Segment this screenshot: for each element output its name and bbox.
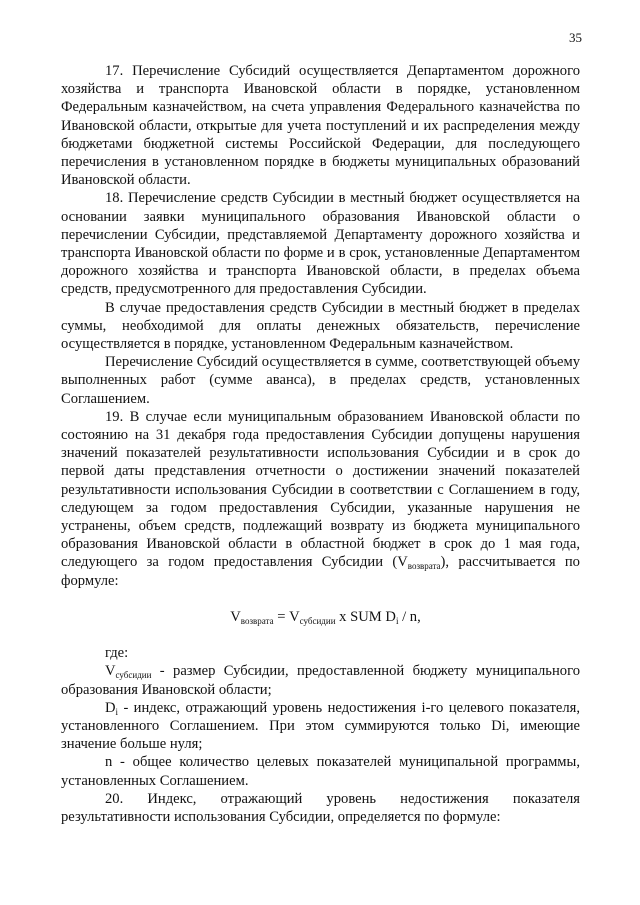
definition-n: n - общее количество целевых показателей муниципальной программы, установленных Соглашением. (61, 754, 580, 789)
formula-sum: x SUM D (335, 608, 396, 625)
def-v-subscript: субсидии (115, 670, 152, 681)
paragraph-17: 17. Перечисление Субсидий осуществляется Департаментом дорожного хозяйства и транспорта Ивановской области в порядке, установленном Федеральным казначейством, на счета управления Федерального казначейства по Ивановской области, открытые для учета поступлений и их распределения между бюджетами бюджетной системы Российской Федерации, для последующего перечисления в установленном порядке в бюджеты муниципальных образований Ивановской области. (61, 63, 580, 189)
paragraph-20: 20. Индекс, отражающий уровень недостижения показателя результативности использования Субсидии, определяется по формуле: (61, 790, 580, 825)
def-v-text: - размер Субсидии, предоставленной бюджету муниципального образования Ивановской области; (61, 663, 580, 698)
paragraph-18-partial-transfer: В случае предоставления средств Субсидии в местный бюджет в пределах суммы, необходимой для оплаты денежных обязательств, перечисление осуществляется в порядке, установленном Федеральным казначейством. (61, 299, 580, 353)
paragraph-18: 18. Перечисление средств Субсидии в местный бюджет осуществляется на основании заявки муниципального образования Ивановской области о перечислении Субсидии, представляемой Департаменту дорожного хозяйства и транспорта Ивановской области по форме и в срок, установленные Департаментом дорожного хозяйства и транспорта Ивановской области, в пределах объема средств, предусмотренного для предоставления Субсидии. (61, 190, 580, 298)
paragraph-19-text-b: ), рассчитывается по формуле: (61, 554, 580, 589)
paragraph-18-amount: Перечисление Субсидий осуществляется в сумме, соответствующей объему выполненных работ (сумме аванса), в пределах средств, установленных Соглашением. (61, 354, 580, 407)
formula-eq-v: = V (273, 608, 300, 625)
paragraph-19-subscript: возврата (407, 561, 441, 572)
paragraph-19-text-a: 19. В случае если муниципальным образованием Ивановской области по состоянию на 31 декабря года предоставления Субсидии допущены нарушения значений показателей результативности использования Субсидии и в срок до первой даты представления отчетности о достижении значений показателей результативности использования Субсидии в соответствии с Соглашением в году, следующем за годом предоставления Субсидии, указанные нарушения не устранены, объем средств, подлежащий возврату из бюджета муниципального образования Ивановской области в областной бюджет в срок до 1 мая года, следующего за годом предоставления Субсидии (V (61, 408, 580, 571)
formula-vozvrata (61, 608, 580, 626)
where-label: где: (105, 645, 129, 662)
formula-v: V (230, 608, 241, 625)
def-d: D (105, 699, 116, 716)
definition-di (61, 699, 580, 754)
def-d-text: - индекс, отражающий уровень недостижения i-го целевого показателя, установленного Соглашением. При этом суммируются только Di, имеющие значение больше нуля; (61, 699, 580, 753)
page-number: 35 (569, 30, 582, 45)
document-body (61, 62, 580, 826)
definition-v-subsidii (61, 662, 580, 698)
formula-div-n: / n, (398, 608, 421, 625)
formula-sub-i: i (395, 615, 399, 626)
formula-sub-subsidii: субсидии (299, 615, 336, 626)
formula-sub-vozvrata: возврата (240, 615, 274, 626)
def-d-subscript: i (115, 706, 119, 717)
def-v: V (105, 663, 116, 680)
paragraph-19 (61, 408, 580, 590)
